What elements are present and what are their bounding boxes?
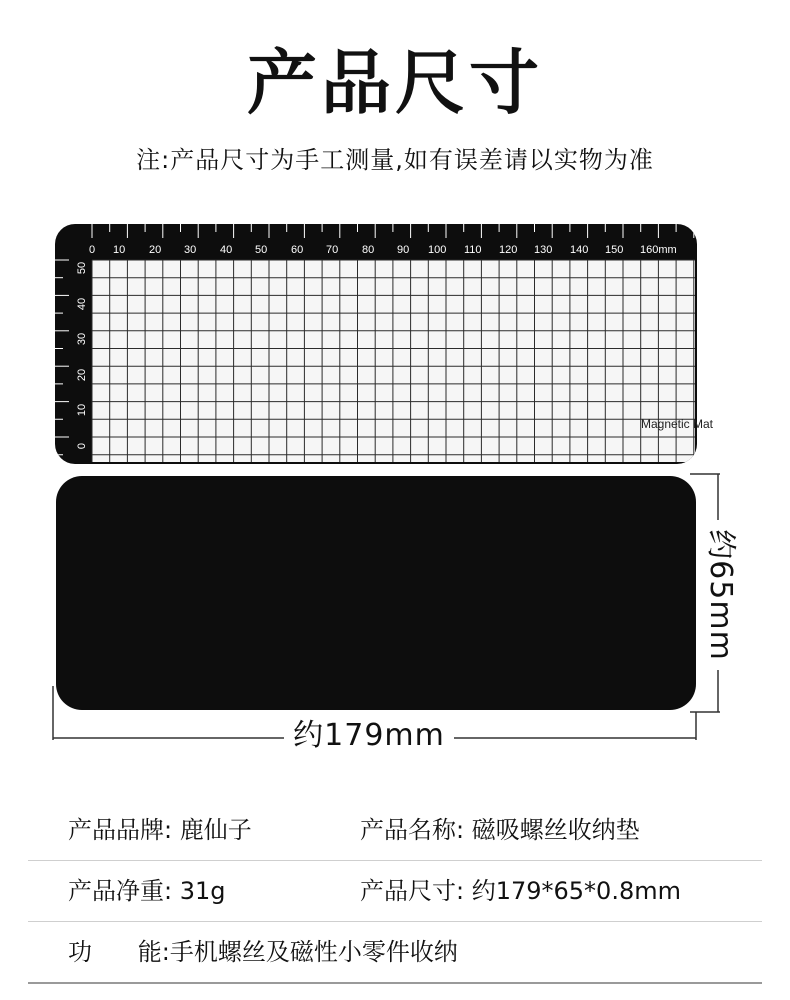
height-dimension-box	[704, 520, 744, 670]
ruler-label-h-110: 110	[464, 244, 482, 256]
ruler-label-h-100: 100	[428, 244, 447, 256]
spec-product-name: 产品名称: 磁吸螺丝收纳垫	[360, 816, 640, 844]
ruler-label-h-90: 90	[397, 244, 410, 256]
ruler-label-v-10: 10	[76, 403, 88, 417]
page-title: 产品尺寸	[247, 42, 543, 124]
ruler-label-h-130: 130	[534, 244, 553, 256]
measurement-note: 注:产品尺寸为手工测量,如有误差请以实物为准	[136, 146, 654, 174]
ruler-label-v-50: 50	[76, 261, 88, 275]
spec-product-size: 产品尺寸: 约179*65*0.8mm	[360, 877, 681, 905]
ruler-label-h-50: 50	[255, 244, 268, 256]
vertical-ruler	[55, 224, 96, 464]
magnetic-mat-grid	[55, 224, 714, 464]
magnetic-mat-back	[56, 476, 696, 710]
height-dimension-label: 约65mm	[703, 529, 738, 661]
ruler-label-v-40: 40	[76, 297, 88, 311]
ruler-label-h-10: 10	[113, 244, 126, 256]
ruler-label-v-0: 0	[76, 442, 88, 450]
ruler-label-h-120: 120	[499, 244, 518, 256]
ruler-label-h-70: 70	[326, 244, 339, 256]
ruler-label-h-30: 30	[184, 244, 197, 256]
spec-net-weight: 产品净重: 31g	[68, 877, 226, 905]
magnetic-mat-label: Magnetic Mat	[640, 417, 714, 431]
grid-area	[92, 260, 695, 462]
horizontal-ruler	[55, 224, 697, 262]
ruler-label-v-30: 30	[76, 332, 88, 346]
ruler-label-h-150: 150	[605, 244, 624, 256]
ruler-label-h-0: 0	[89, 244, 96, 256]
ruler-label-h-160mm: 160mm	[640, 244, 677, 256]
ruler-label-h-60: 60	[291, 244, 304, 256]
spec-row	[28, 800, 762, 861]
ruler-label-h-40: 40	[220, 244, 233, 256]
width-dimension-label: 约179mm	[284, 715, 454, 757]
spec-brand: 产品品牌: 鹿仙子	[68, 816, 252, 844]
ruler-label-h-20: 20	[149, 244, 162, 256]
spec-table	[28, 800, 762, 984]
ruler-label-h-140: 140	[570, 244, 589, 256]
spec-row	[28, 922, 762, 984]
ruler-label-v-20: 20	[76, 368, 88, 382]
spec-row	[28, 861, 762, 922]
spec-function: 功 能:手机螺丝及磁性小零件收纳	[68, 938, 458, 966]
ruler-label-h-80: 80	[362, 244, 375, 256]
